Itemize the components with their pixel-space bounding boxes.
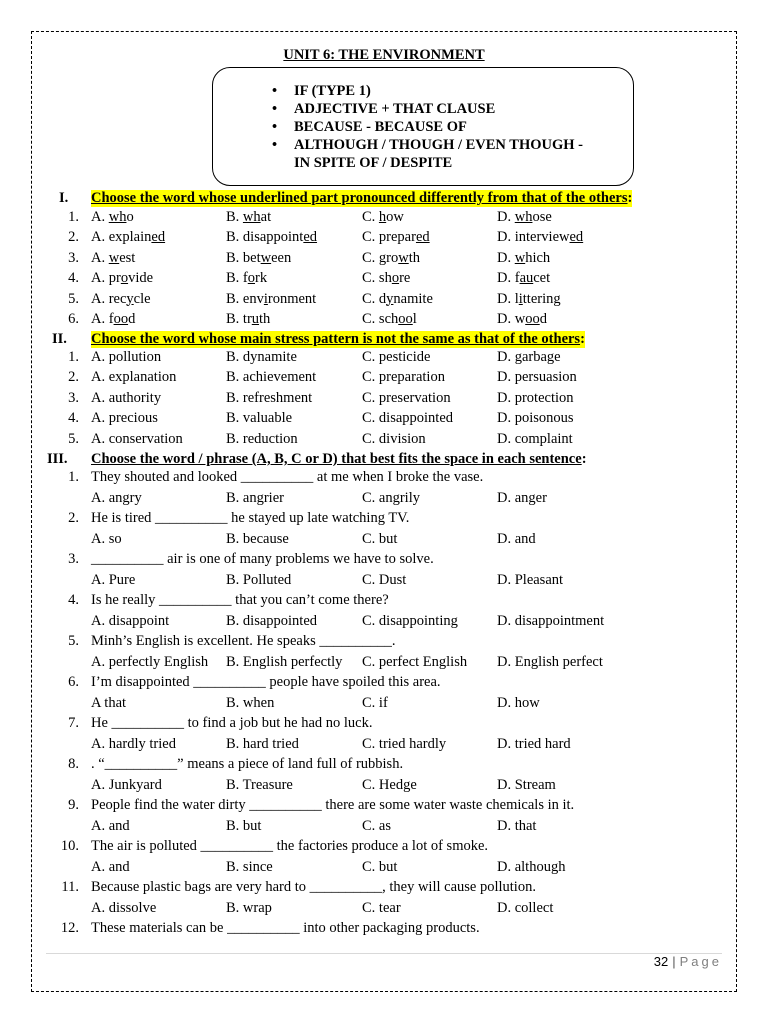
- question-number: 5.: [68, 430, 79, 447]
- answer-option: [497, 311, 547, 328]
- option-text: C. sh: [362, 270, 392, 287]
- answer-option: D. anger: [497, 489, 547, 506]
- answer-option: B. because: [226, 530, 289, 547]
- question-row: [0, 250, 768, 270]
- underlined-part: y: [386, 290, 394, 307]
- question-number: 1.: [68, 469, 79, 485]
- option-text: B.: [226, 209, 243, 225]
- option-text: C. d: [362, 290, 387, 307]
- underlined-part: oo: [113, 311, 129, 327]
- answer-row: [0, 572, 768, 592]
- option-text: B. f: [226, 270, 248, 287]
- option-text: D.: [497, 209, 515, 225]
- question-text: Because plastic bags are very hard to __________, they will cause pollution.: [91, 879, 536, 895]
- answer-option: D. garbage: [497, 349, 561, 365]
- question-text: He is tired __________ he stayed up late watching TV.: [91, 510, 410, 526]
- question-row: [0, 431, 768, 451]
- topic-text: IF (TYPE 1): [294, 83, 371, 99]
- answer-option: A. so: [91, 530, 122, 547]
- answer-option: [362, 291, 433, 308]
- question-row: [0, 633, 768, 653]
- underlined-part: o: [391, 270, 400, 287]
- answer-option: D. disappointment: [497, 612, 605, 629]
- question-text: People find the water dirty __________ there are some water waste chemicals in it.: [91, 797, 575, 813]
- answer-option: D. Pleasant: [497, 571, 564, 588]
- topic-text: ALTHOUGH / THOUGH / EVEN THOUGH -: [294, 137, 583, 153]
- answer-option: C. division: [362, 430, 426, 447]
- answer-option: C. preparation: [362, 369, 445, 386]
- option-text: C. gro: [362, 249, 399, 266]
- option-text: ow: [386, 209, 404, 225]
- question-row: [0, 920, 768, 940]
- answer-option: [91, 209, 134, 226]
- answer-option: D. that: [497, 817, 537, 834]
- answer-option: C. if: [362, 694, 388, 711]
- topic-text: BECAUSE - BECAUSE OF: [294, 119, 467, 135]
- question-number: 2.: [68, 510, 79, 526]
- underlined-part: h: [378, 209, 387, 225]
- section-instruction: Choose the word whose underlined part pronounced differently from that of the others: [91, 190, 628, 206]
- underlined-part: oo: [525, 311, 540, 327]
- option-text: A.: [91, 209, 109, 225]
- question-number: 6.: [68, 311, 79, 327]
- answer-option: [226, 209, 271, 226]
- option-text: D. w: [497, 311, 526, 327]
- option-text: ronment: [267, 290, 317, 307]
- question-row: [0, 510, 768, 530]
- answer-option: [226, 270, 267, 287]
- answer-option: [497, 209, 552, 226]
- answer-option: A. explanation: [91, 369, 177, 386]
- option-text: est: [119, 249, 136, 266]
- option-text: namite: [393, 290, 433, 307]
- question-number: 1.: [68, 209, 79, 225]
- question-number: 4.: [68, 592, 79, 608]
- option-text: A.: [91, 249, 109, 266]
- answer-option: B. since: [226, 858, 273, 875]
- underlined-part: wh: [108, 209, 127, 225]
- answer-option: D. persuasion: [497, 369, 577, 386]
- question-number: 3.: [68, 249, 79, 266]
- answer-option: A. Junkyard: [91, 776, 162, 793]
- answer-option: A. disappoint: [91, 612, 170, 629]
- footer-separator: |: [672, 954, 676, 969]
- answer-option: D. protection: [497, 389, 574, 406]
- bullet-icon: •: [272, 101, 278, 117]
- page-label: Page: [679, 954, 722, 969]
- option-text: d: [539, 311, 547, 327]
- answer-option: C. but: [362, 530, 398, 547]
- underlined-part: ed: [151, 229, 166, 246]
- underlined-part: wh: [514, 209, 533, 225]
- question-text: __________ air is one of many problems we have to solve.: [91, 551, 434, 567]
- underlined-part: o: [247, 270, 255, 287]
- underlined-part: wh: [242, 209, 261, 225]
- question-row: [0, 715, 768, 735]
- option-text: C. sch: [362, 311, 399, 327]
- answer-option: C. pesticide: [362, 349, 431, 365]
- answer-option: B. wrap: [226, 899, 272, 916]
- answer-row: [0, 695, 768, 715]
- answer-option: C. angrily: [362, 489, 420, 506]
- question-text: I’m disappointed __________ people have spoiled this area.: [91, 674, 441, 690]
- answer-option: D. English perfect: [497, 653, 603, 670]
- question-number: 10.: [60, 838, 79, 854]
- answer-option: C. as: [362, 817, 391, 834]
- answer-option: C. tried hardly: [362, 735, 447, 752]
- question-row: [0, 369, 768, 389]
- topic-item: [272, 137, 583, 154]
- bullet-icon: •: [272, 137, 278, 153]
- question-number: 8.: [68, 756, 79, 772]
- question-number: 4.: [68, 410, 79, 427]
- answer-option: C. disappointed: [362, 410, 454, 427]
- question-text: They shouted and looked __________ at me when I broke the vase.: [91, 469, 484, 485]
- option-text: ose: [532, 209, 552, 225]
- answer-option: B. dynamite: [226, 349, 297, 365]
- answer-option: A. authority: [91, 389, 162, 406]
- question-number: 3.: [68, 389, 79, 406]
- answer-row: [0, 818, 768, 838]
- option-text: B. bet: [226, 249, 261, 266]
- bullet-icon: •: [272, 119, 278, 135]
- option-text: vide: [128, 270, 154, 287]
- answer-option: B. disappointed: [226, 612, 318, 629]
- question-row: [0, 879, 768, 899]
- option-text: A. pr: [91, 270, 121, 287]
- question-row: [0, 797, 768, 817]
- question-row: [0, 469, 768, 489]
- option-text: ttering: [522, 290, 561, 307]
- question-text: . “__________” means a piece of land full of rubbish.: [91, 756, 404, 772]
- question-number: 6.: [68, 674, 79, 690]
- answer-option: C. Dust: [362, 571, 407, 588]
- question-number: 11.: [61, 879, 79, 895]
- option-text: B. tr: [226, 311, 252, 327]
- answer-option: B. angrier: [226, 489, 284, 506]
- answer-option: [226, 250, 291, 267]
- answer-option: C. preservation: [362, 389, 451, 406]
- answer-option: [362, 270, 410, 287]
- option-text: D.: [497, 249, 515, 266]
- question-row: [0, 229, 768, 249]
- answer-option: B. Polluted: [226, 571, 292, 588]
- answer-option: [91, 250, 135, 267]
- question-number: 7.: [68, 715, 79, 731]
- question-number: 9.: [68, 797, 79, 813]
- option-text: re: [399, 270, 411, 287]
- section-instruction: Choose the word whose main stress pattern is not the same as that of the others: [91, 331, 581, 347]
- option-text: th: [408, 249, 421, 266]
- option-text: cle: [133, 290, 151, 307]
- answer-option: [91, 229, 165, 246]
- answer-option: B. valuable: [226, 410, 293, 427]
- question-number: 12.: [60, 920, 79, 936]
- answer-option: B. refreshment: [226, 389, 313, 406]
- footer-divider: [46, 953, 722, 954]
- page-number: 32: [653, 954, 669, 969]
- answer-row: [0, 859, 768, 879]
- question-row: [0, 551, 768, 571]
- underlined-part: i: [518, 290, 523, 307]
- option-text: A. rec: [91, 290, 127, 307]
- topic-text: ADJECTIVE + THAT CLAUSE: [294, 101, 496, 117]
- underlined-part: w: [260, 249, 272, 266]
- answer-row: [0, 531, 768, 551]
- answer-option: [497, 270, 550, 287]
- answer-option: A. dissolve: [91, 899, 157, 916]
- option-text: at: [260, 209, 272, 225]
- answer-row: [0, 777, 768, 797]
- question-text: Is he really __________ that you can’t come there?: [91, 592, 389, 608]
- underlined-part: ed: [569, 229, 584, 246]
- answer-row: [0, 654, 768, 674]
- topic-text: IN SPITE OF / DESPITE: [294, 155, 453, 171]
- answer-option: A. and: [91, 817, 130, 834]
- question-row: [0, 390, 768, 410]
- answer-option: A. pollution: [91, 349, 162, 365]
- option-text: D. interview: [497, 229, 570, 246]
- section-numeral: I.: [59, 190, 69, 206]
- answer-option: D. Stream: [497, 776, 556, 793]
- answer-option: D. tried hard: [497, 735, 571, 752]
- answer-row: [0, 736, 768, 756]
- answer-option: B. reduction: [226, 430, 298, 447]
- option-text: hich: [525, 249, 551, 266]
- underlined-part: w: [514, 249, 526, 266]
- question-text: He __________ to find a job but he had no luck.: [91, 715, 373, 731]
- answer-option: [497, 229, 583, 246]
- question-number: 2.: [68, 369, 79, 386]
- question-number: 5.: [68, 633, 79, 649]
- question-text: The air is polluted __________ the factories produce a lot of smoke.: [91, 838, 489, 854]
- answer-option: D. poisonous: [497, 410, 574, 427]
- page-footer: [654, 954, 722, 969]
- underlined-part: i: [263, 290, 268, 307]
- answer-option: C. disappointing: [362, 612, 458, 629]
- underlined-part: oo: [398, 311, 413, 327]
- answer-option: B. hard tried: [226, 735, 299, 752]
- option-text: th: [259, 311, 271, 327]
- answer-option: [362, 311, 417, 328]
- question-row: [0, 838, 768, 858]
- answer-option: C. but: [362, 858, 398, 875]
- answer-option: [362, 250, 420, 267]
- underlined-part: y: [126, 290, 134, 307]
- option-text: D. f: [497, 270, 520, 287]
- answer-row: [0, 613, 768, 633]
- topic-item: [272, 101, 496, 118]
- option-text: C.: [362, 209, 379, 225]
- answer-option: A. conservation: [91, 430, 183, 447]
- section-instruction: Choose the word / phrase (A, B, C or D) that best fits the space in each sentence: [91, 451, 582, 467]
- answer-option: A that: [91, 694, 127, 711]
- option-text: o: [126, 209, 134, 225]
- question-text: These materials can be __________ into other packaging products.: [91, 920, 480, 936]
- option-text: C. prepar: [362, 229, 416, 246]
- answer-option: A. hardly tried: [91, 735, 176, 752]
- answer-option: D. collect: [497, 899, 554, 916]
- question-row: [0, 592, 768, 612]
- underlined-part: w: [398, 249, 409, 266]
- question-row: [0, 349, 768, 369]
- topic-item: [294, 155, 452, 172]
- answer-row: [0, 490, 768, 510]
- answer-option: [91, 311, 135, 328]
- question-number: 5.: [68, 290, 79, 307]
- topic-item: [272, 83, 371, 100]
- answer-option: [91, 291, 151, 308]
- answer-option: C. tear: [362, 899, 401, 916]
- question-text: Minh’s English is excellent. He speaks __________.: [91, 633, 396, 649]
- answer-row: [0, 900, 768, 920]
- option-text: cet: [533, 270, 551, 287]
- option-text: d: [128, 311, 136, 327]
- page-title: UNIT 6: THE ENVIRONMENT: [283, 47, 485, 63]
- answer-option: [226, 229, 317, 246]
- answer-option: D. although: [497, 858, 566, 875]
- answer-option: D. and: [497, 530, 536, 547]
- question-number: 4.: [68, 270, 79, 287]
- option-text: B. disappoint: [226, 229, 304, 246]
- option-text: A. explain: [91, 229, 152, 246]
- question-number: 3.: [68, 551, 79, 567]
- section-numeral: III.: [47, 451, 68, 467]
- question-row: [0, 291, 768, 311]
- bullet-icon: •: [272, 83, 278, 99]
- answer-option: A. precious: [91, 410, 158, 427]
- answer-option: A. angry: [91, 489, 142, 506]
- answer-option: [362, 229, 430, 246]
- option-text: l: [412, 311, 417, 327]
- option-text: A. f: [91, 311, 114, 327]
- option-text: D. l: [497, 290, 519, 307]
- question-row: [0, 410, 768, 430]
- answer-option: C. Hedge: [362, 776, 417, 793]
- question-row: [0, 311, 768, 331]
- answer-option: D. complaint: [497, 430, 573, 447]
- option-text: een: [271, 249, 292, 266]
- answer-option: B. when: [226, 694, 275, 711]
- section-numeral: II.: [52, 331, 67, 347]
- answer-option: D. how: [497, 694, 540, 711]
- question-row: [0, 674, 768, 694]
- answer-option: [226, 291, 316, 308]
- underlined-part: ed: [303, 229, 318, 246]
- underlined-part: au: [519, 270, 534, 287]
- answer-option: A. perfectly English: [91, 653, 209, 670]
- question-number: 1.: [68, 349, 79, 365]
- answer-option: [91, 270, 153, 287]
- underlined-part: w: [108, 249, 120, 266]
- answer-option: [497, 250, 550, 267]
- answer-option: B. English perfectly: [226, 653, 343, 670]
- underlined-part: ed: [415, 229, 430, 246]
- answer-option: C. perfect English: [362, 653, 468, 670]
- underlined-part: u: [251, 311, 260, 327]
- answer-option: B. achievement: [226, 369, 317, 386]
- question-row: [0, 756, 768, 776]
- answer-option: [362, 209, 404, 226]
- answer-option: B. Treasure: [226, 776, 293, 793]
- option-text: B. env: [226, 290, 264, 307]
- underlined-part: o: [120, 270, 129, 287]
- answer-option: [226, 311, 270, 328]
- answer-option: A. and: [91, 858, 130, 875]
- answer-option: A. Pure: [91, 571, 136, 588]
- topic-item: [272, 119, 467, 136]
- answer-option: B. but: [226, 817, 262, 834]
- question-row: [0, 270, 768, 290]
- option-text: rk: [255, 270, 268, 287]
- question-number: 2.: [68, 229, 79, 246]
- answer-option: [497, 291, 561, 308]
- question-row: [0, 209, 768, 229]
